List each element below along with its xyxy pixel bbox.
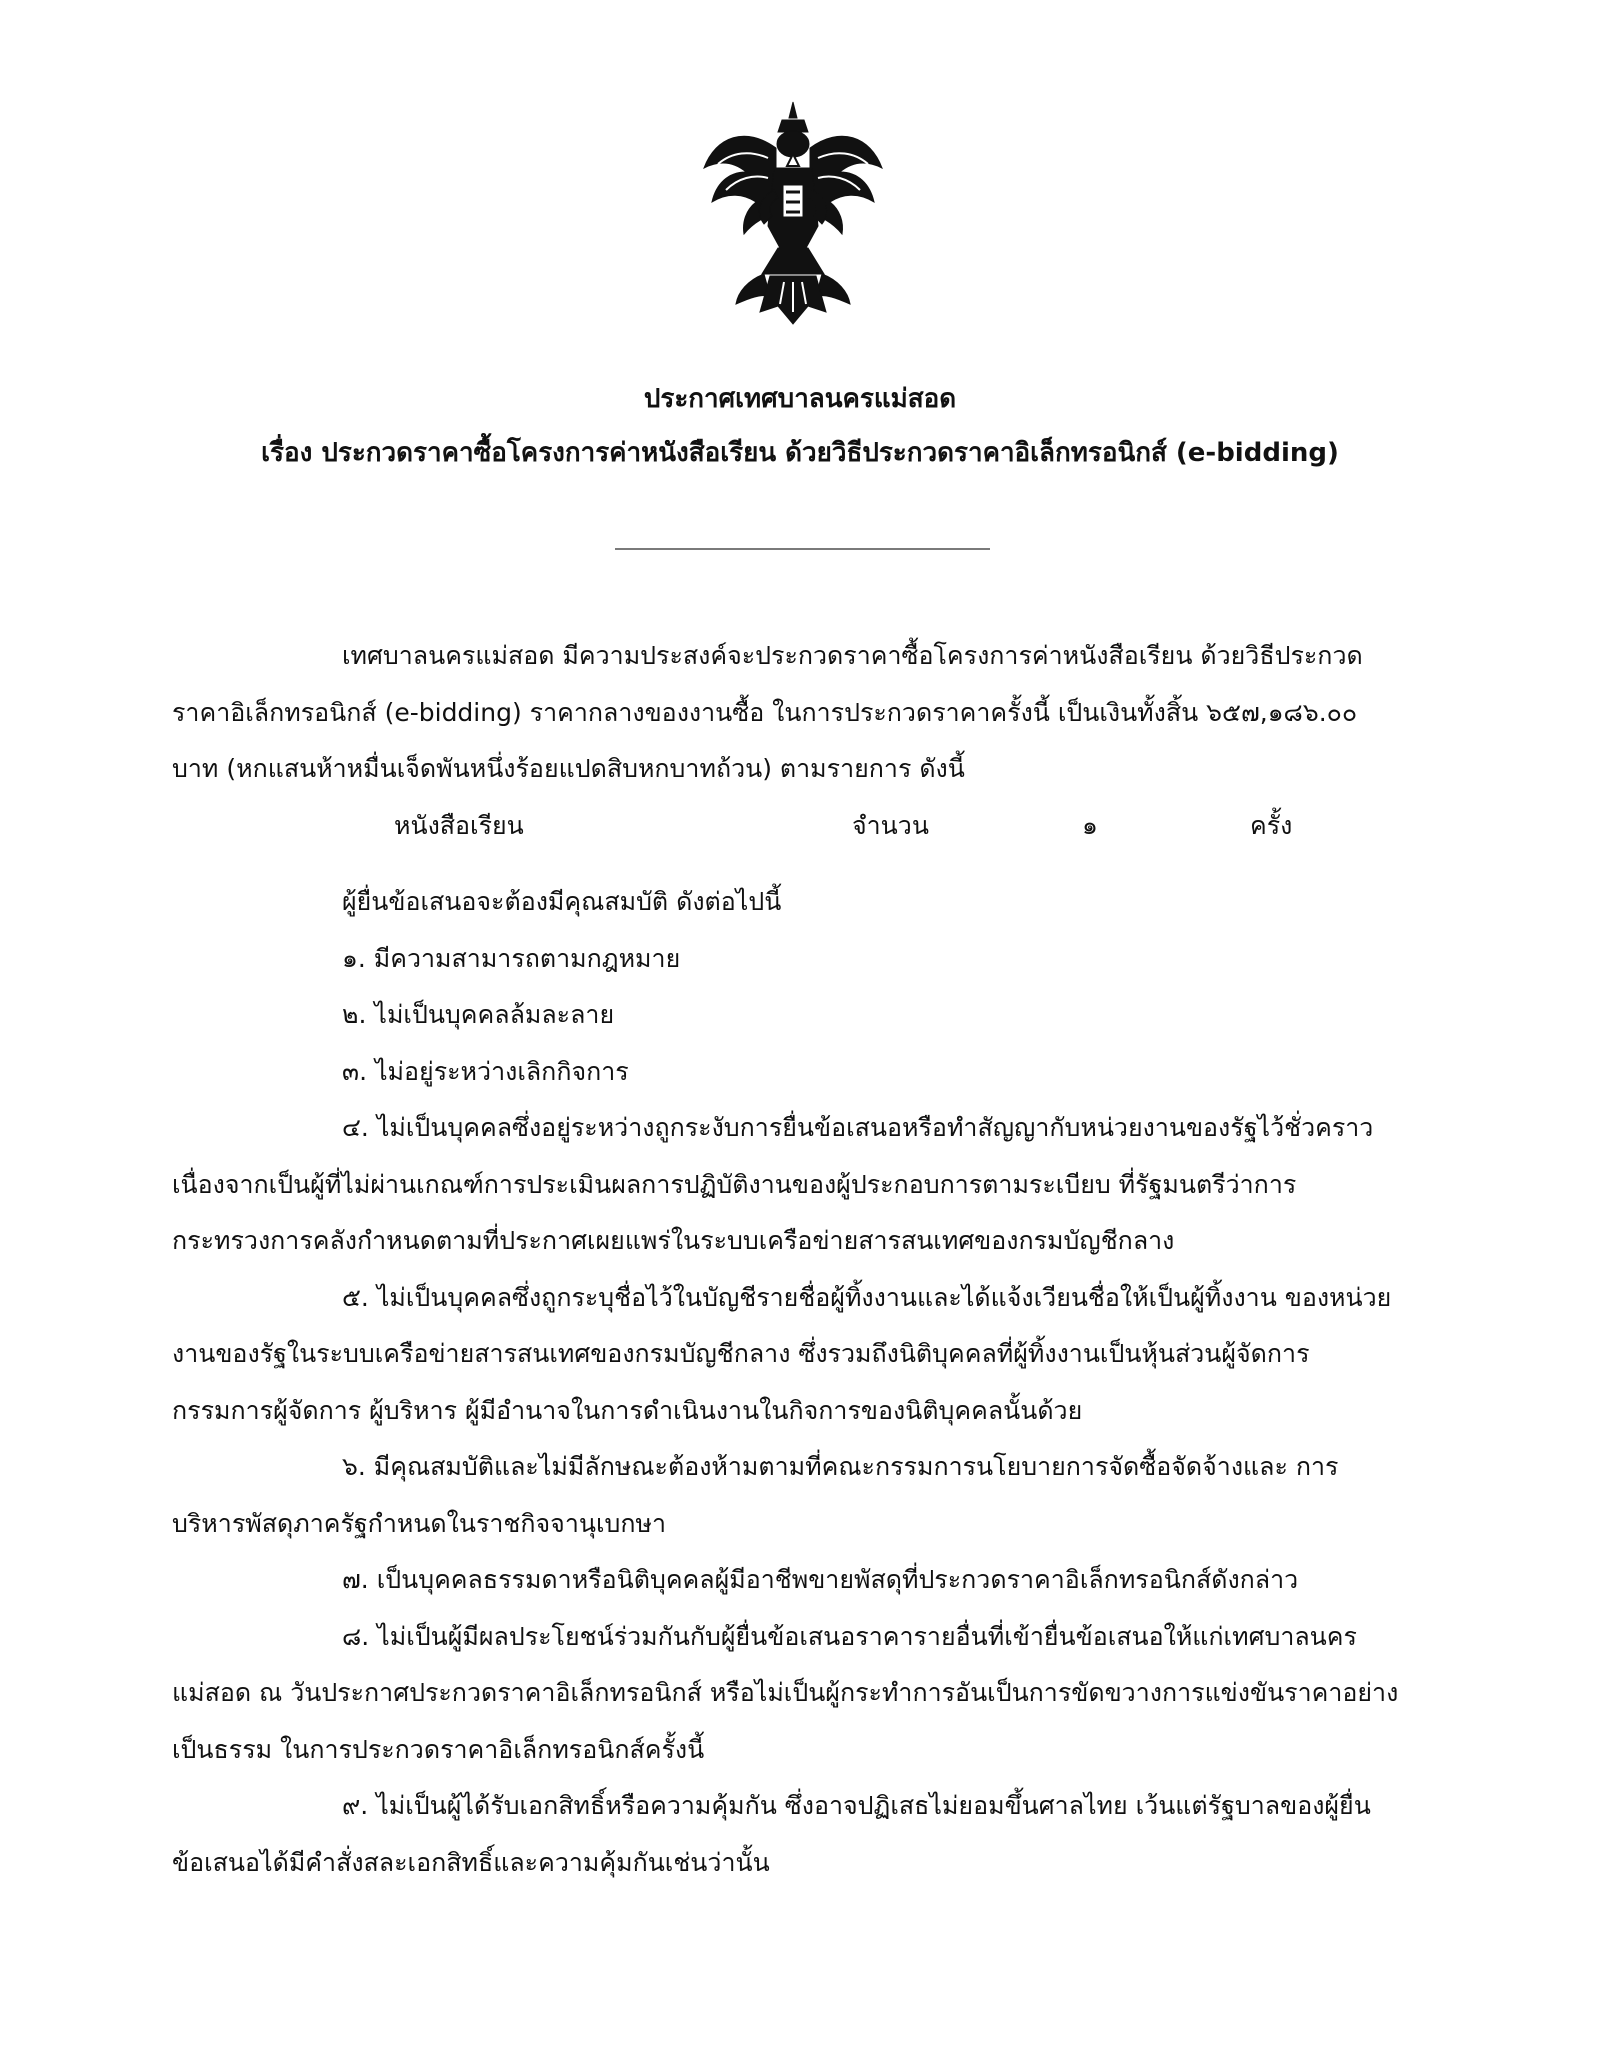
qualification-4-line-1: ๔. ไม่เป็นบุคคลซึ่งอยู่ระหว่างถูกระงับการยื่นข้อเสนอหรือทำสัญญากับหน่วยงานของรัฐไว้ชั่วคราว: [342, 1113, 1374, 1142]
item-name: หนังสือเรียน: [394, 810, 524, 840]
announcement-header: [0, 372, 1600, 480]
announcement-body: [172, 628, 1426, 1891]
qualification-6-line-2: บริหารพัสดุภาครัฐกำหนดในราชกิจจานุเบกษา: [172, 1508, 667, 1538]
intro-line-2: ราคาอิเล็กทรอนิกส์ (e-bidding) ราคากลางของงานซื้อ ในการประกวดราคาครั้งนี้ เป็นเงินทั้งสิ้น ๖๕๗,๑๘๖.๐๐: [172, 697, 1358, 727]
qualifications-heading: ผู้ยื่นข้อเสนอจะต้องมีคุณสมบัติ ดังต่อไปนี้: [342, 887, 782, 916]
intro-line-1: เทศบาลนครแม่สอด มีความประสงค์จะประกวดราคาซื้อโครงการค่าหนังสือเรียน ด้วยวิธีประกวด: [342, 641, 1363, 670]
qualification-5-line-1: ๕. ไม่เป็นบุคคลซึ่งถูกระบุชื่อไว้ในบัญชีรายชื่อผู้ทิ้งงานและได้แจ้งเวียนชื่อให้เป็นผู้ทิ้งงาน ของหน่วย: [342, 1282, 1392, 1312]
qualification-6-line-1: ๖. มีคุณสมบัติและไม่มีลักษณะต้องห้ามตามที่คณะกรรมการนโยบายการจัดซื้อจัดจ้างและ การ: [342, 1452, 1339, 1481]
qualification-4-line-2: เนื่องจากเป็นผู้ที่ไม่ผ่านเกณฑ์การประเมินผลการปฏิบัติงานของผู้ประกอบการตามระเบียบ ที่รัฐมนตรีว่าการ: [172, 1169, 1297, 1199]
qualification-5-line-2: งานของรัฐในระบบเครือข่ายสารสนเทศของกรมบัญชีกลาง ซึ่งรวมถึงนิติบุคคลที่ผู้ทิ้งงานเป็นหุ้นส่วนผู้จัดการ: [172, 1339, 1310, 1368]
qualification-9-line-2: ข้อเสนอได้มีคำสั่งสละเอกสิทธิ์และความคุ้มกันเช่นว่านั้น: [172, 1847, 770, 1877]
qualification-8-line-2: แม่สอด ณ วันประกาศประกวดราคาอิเล็กทรอนิกส์ หรือไม่เป็นผู้กระทำการอันเป็นการขัดขวางการแข่งขันราคาอย่าง: [172, 1678, 1399, 1707]
qualification-3: ๓. ไม่อยู่ระหว่างเลิกกิจการ: [342, 1056, 629, 1086]
item-qty-label: จำนวน: [852, 810, 929, 840]
qualification-2: ๒. ไม่เป็นบุคคลล้มละลาย: [342, 1000, 615, 1029]
item-qty: ๑: [1082, 810, 1098, 840]
item-row: [172, 798, 1426, 855]
qualification-5-line-3: กรรมการผู้จัดการ ผู้บริหาร ผู้มีอำนาจในการดำเนินงานในกิจการของนิติบุคคลนั้นด้วย: [172, 1395, 1083, 1425]
qualification-8-line-3: เป็นธรรม ในการประกวดราคาอิเล็กทรอนิกส์ครั้งนี้: [172, 1734, 705, 1764]
qualification-9-line-1: ๙. ไม่เป็นผู้ได้รับเอกสิทธิ์หรือความคุ้มกัน ซึ่งอาจปฏิเสธไม่ยอมขึ้นศาลไทย เว้นแต่รัฐบาลของผู้ยื่น: [342, 1791, 1371, 1820]
item-unit: ครั้ง: [1250, 810, 1293, 840]
garuda-emblem-icon: [698, 98, 888, 328]
intro-line-3: บาท (หกแสนห้าหมื่นเจ็ดพันหนึ่งร้อยแปดสิบหกบาทถ้วน) ตามรายการ ดังนี้: [172, 754, 965, 783]
qualification-7: ๗. เป็นบุคคลธรรมดาหรือนิติบุคคลผู้มีอาชีพขายพัสดุที่ประกวดราคาอิเล็กทรอนิกส์ดังกล่าว: [342, 1565, 1299, 1594]
qualification-4-line-3: กระทรวงการคลังกำหนดตามที่ประกาศเผยแพร่ในระบบเครือข่ายสารสนเทศของกรมบัญชีกลาง: [172, 1226, 1175, 1255]
announcement-subject: เรื่อง ประกวดราคาซื้อโครงการค่าหนังสือเรียน ด้วยวิธีประกวดราคาอิเล็กทรอนิกส์ (e-bidding): [261, 438, 1339, 468]
qualification-8-line-1: ๘. ไม่เป็นผู้มีผลประโยชน์ร่วมกันกับผู้ยื่นข้อเสนอราคารายอื่นที่เข้ายื่นข้อเสนอให้แก่เทศบาลนคร: [342, 1621, 1357, 1651]
announcement-title: ประกาศเทศบาลนครแม่สอด: [643, 384, 957, 414]
title-divider: [615, 548, 990, 550]
qualification-1: ๑. มีความสามารถตามกฎหมาย: [342, 943, 681, 973]
